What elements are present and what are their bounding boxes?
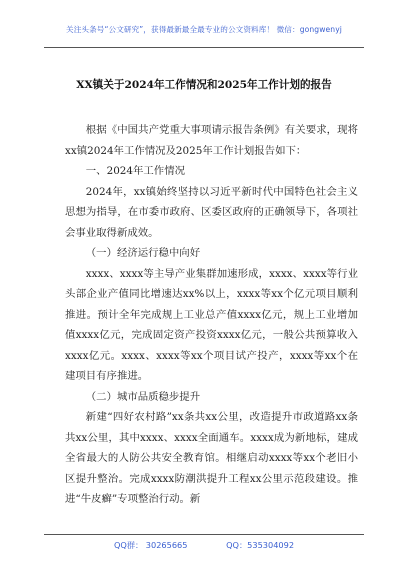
- document-title: XX镇关于2024年工作情况和2025年工作计划的报告: [76, 79, 332, 91]
- section-heading-1: 一、2024年工作情况: [85, 165, 185, 177]
- qq-group-text: QQ群： 30265665: [113, 540, 188, 550]
- body-paragraph-city: 新建“四好农村路”xx条共xx公里，改造提升市政道路xx条共xx公里，其中xxxx、xxxx全面通车。xxxx成为新地标，建成全省最大的人防公共安全教育馆。相继启动xxxx等xx个老旧小区提升整治。完成xxxx防潮洪提升工程xx公里示范段建设。推进“牛皮癣”专项整治行动。新: [65, 411, 358, 505]
- body-paragraph: 2024年，xx镇始终坚持以习近平新时代中国特色社会主义思想为指导，在市委市政府、区委区政府的正确领导下，各项社会事业取得新成效。: [65, 185, 358, 239]
- footer-contact: [0, 540, 408, 551]
- header-rule: [44, 47, 364, 48]
- header-banner: 关注头条号“公文研究”，获得最新最全最专业的公文资料库！ 微信：gongwenyj: [66, 25, 342, 34]
- document-body: [65, 120, 358, 510]
- subsection-heading-economy: （一）经济运行稳中向好: [85, 247, 201, 259]
- body-paragraph-economy: xxxx、xxxx等主导产业集群加速形成，xxxx、xxxx等行业头部企业产值同比增速达xx%以上，xxxx等xx个亿元项目顺利推进。预计全年完成规上工业总产值xxxx亿元，规上工业增加值xxxx亿元，完成固定资产投资xxxx亿元，一般公共预算收入xxxx亿元。xxxx、xxxx等xx个项目试产投产，xxxx等xx个在建项目有序推进。: [65, 267, 358, 382]
- footer-rule: [44, 534, 364, 535]
- intro-paragraph: 根据《中国共产党重大事项请示报告条例》有关要求，现将xx镇2024年工作情况及2025年工作计划报告如下：: [65, 124, 358, 157]
- subsection-heading-city: （二）城市品质稳步提升: [85, 390, 201, 403]
- qq-number-text: QQ：535304092: [226, 540, 295, 550]
